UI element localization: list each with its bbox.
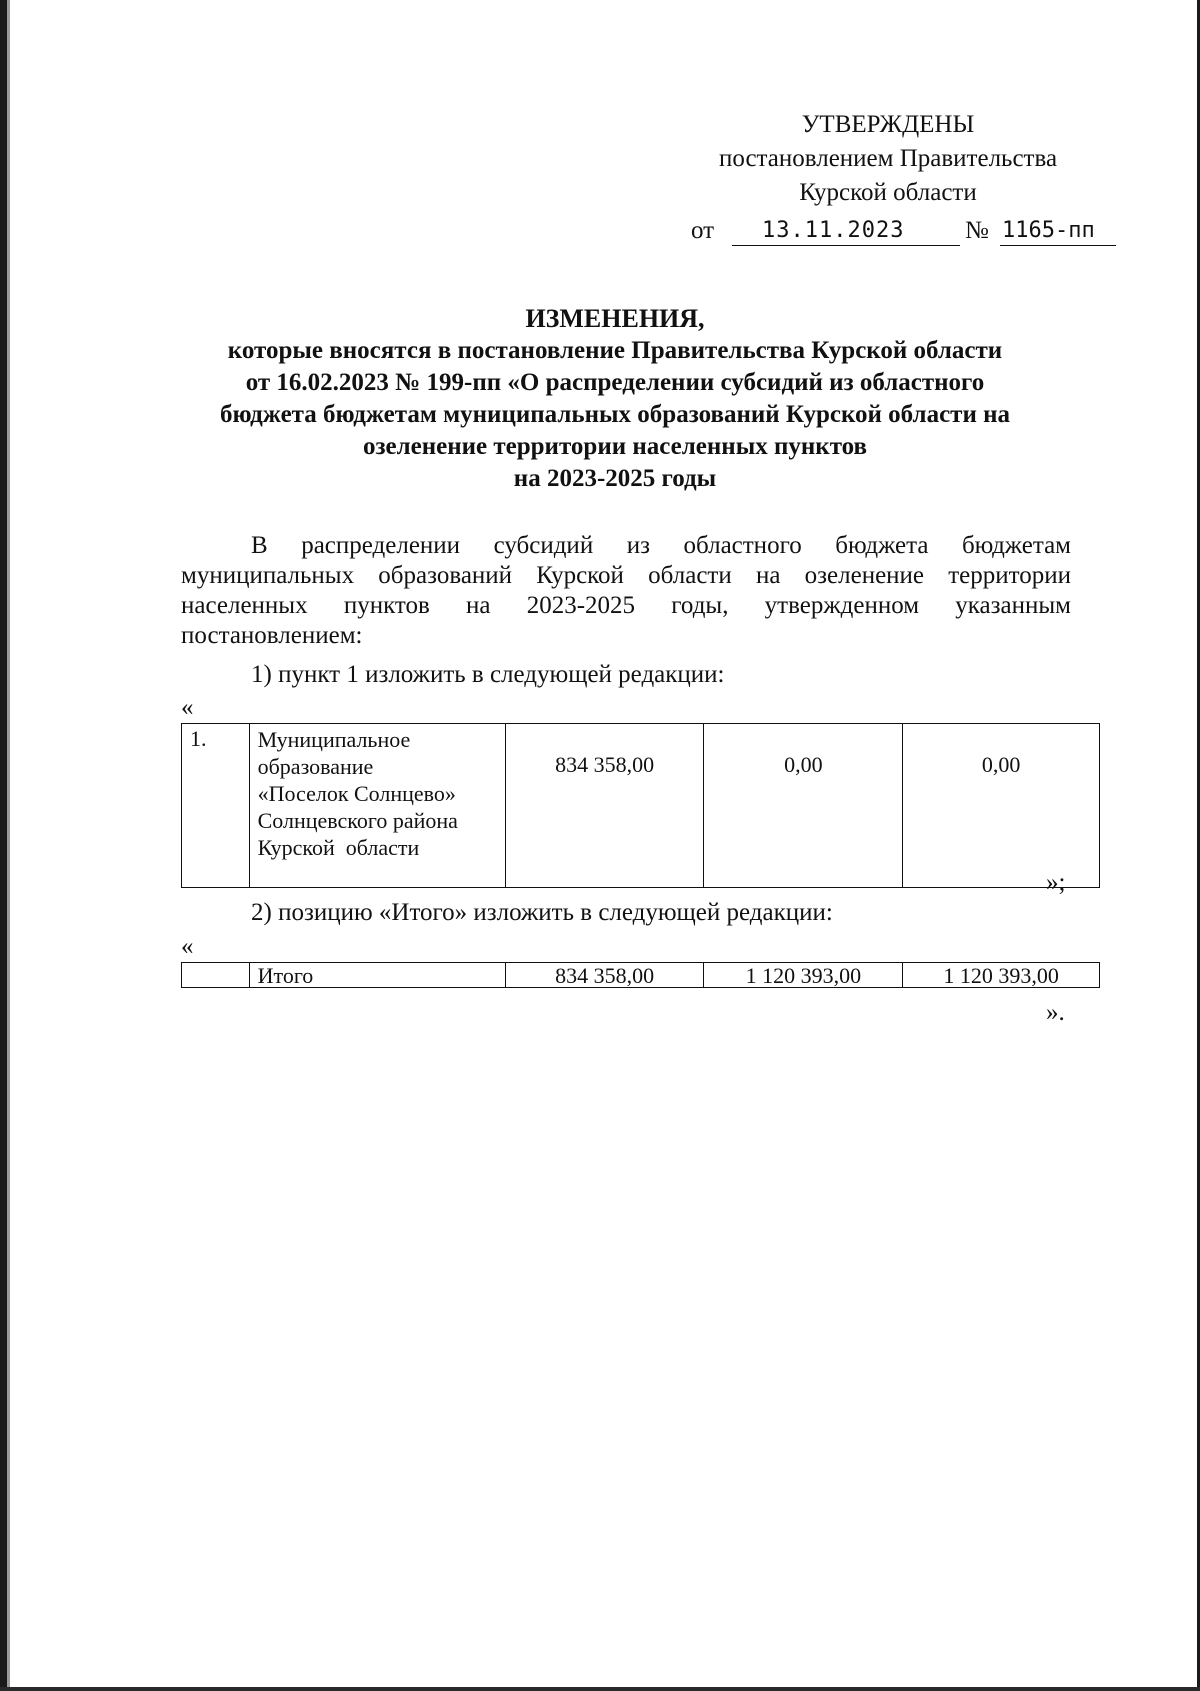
approval-number-field (1000, 214, 1116, 246)
municipality-name-line: Муниципальное (257, 727, 411, 752)
total-2025-cell: 1 120 393,00 (903, 963, 1100, 988)
title-line-5: на 2023-2025 годы (513, 465, 717, 492)
item-1-table (181, 723, 1100, 888)
approval-date-field (732, 214, 960, 246)
date-prefix-label: от (691, 217, 715, 244)
row-number-cell: 1. (182, 724, 250, 888)
title-line-4: озеленение территории населенных пунктов (362, 433, 868, 460)
municipality-name-line: Солнцевского района (257, 808, 458, 833)
approval-line-region: Курской области (799, 179, 977, 206)
item-2-open-quote: « (181, 933, 194, 960)
municipality-name-line: «Поселок Солнцево» (257, 781, 456, 806)
item-2-instruction: 2) позицию «Итого» изложить в следующей редакции: (251, 899, 833, 926)
title-line-3: бюджета бюджетам муниципальных образований Курской области на (219, 401, 1011, 428)
table-row (182, 724, 1100, 888)
approval-date-value: 13.11.2023 (762, 218, 905, 243)
scan-edge-shadow (7, 0, 10, 1691)
municipality-name-cell (249, 724, 505, 888)
row-number-cell (182, 963, 250, 988)
item-1-instruction: 1) пункт 1 изложить в следующей редакции: (251, 661, 725, 688)
total-label-cell: Итого (249, 963, 505, 988)
approval-date-line (688, 214, 1128, 248)
item-1-close-quote: »; (1046, 869, 1066, 896)
number-sign-label: № (965, 217, 989, 244)
title-line-2: от 16.02.2023 № 199-пп «О распределении субсидий из областного (245, 369, 985, 396)
municipality-name-line: Курской области (257, 835, 420, 860)
document-heading: ИЗМЕНЕНИЯ, (525, 304, 705, 333)
item-1-open-quote: « (181, 694, 194, 721)
scan-edge-left (0, 0, 7, 1691)
item-2-close-quote: ». (1046, 999, 1065, 1026)
approval-stamp-block (688, 108, 1128, 248)
title-line-1: которые вносятся в постановление Правительства Курской области (227, 337, 1003, 364)
intro-paragraph (181, 531, 1071, 651)
approval-line-resolution: постановлением Правительства (718, 145, 1058, 172)
total-2023-cell: 834 358,00 (505, 963, 704, 988)
amount-2025-cell: 0,00 (903, 724, 1100, 888)
table-row (182, 963, 1100, 988)
approval-title: УТВЕРЖДЕНЫ (801, 111, 975, 138)
total-2024-cell: 1 120 393,00 (704, 963, 903, 988)
approval-number-value: 1165-пп (1002, 218, 1095, 243)
intro-text: В распределении субсидий из областного бюджета бюджетам муниципальных образований Курской области на озеленение территории населенных пунктов на 2023-2025 годы, утвержденном указанным постановлением: (181, 532, 1071, 649)
document-title (150, 303, 1080, 495)
scan-edge-bottom (0, 1687, 1200, 1691)
municipality-name-line: образование (257, 754, 374, 779)
amount-2023-cell: 834 358,00 (505, 724, 704, 888)
item-2-table (181, 962, 1100, 988)
amount-2024-cell: 0,00 (704, 724, 903, 888)
